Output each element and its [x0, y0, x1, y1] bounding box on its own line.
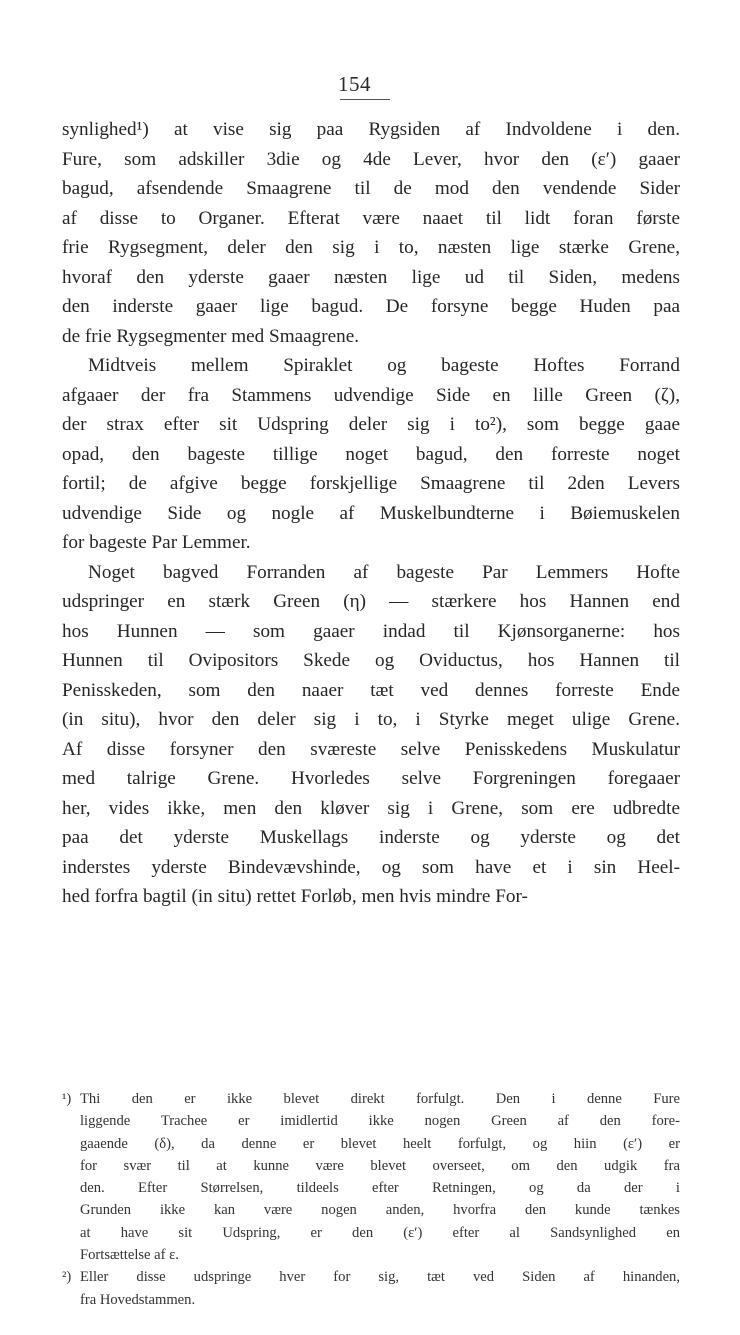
page-number-rule [340, 99, 390, 100]
body-text-line: Af disse forsyner den sværeste selve Penisskedens Muskulatur [62, 738, 680, 760]
body-text-line: Noget bagved Forranden af bageste Par Lemmers Hofte [88, 561, 680, 583]
footnote-marker: ²) [62, 1269, 72, 1286]
body-text-line: den inderste gaaer lige bagud. De forsyne begge Huden paa [62, 296, 680, 317]
body-text-line: bagud, afsendende Smaagrene til de mod den vendende Sider [62, 178, 680, 199]
footnote-line: Fortsættelse af ε. [80, 1247, 179, 1264]
body-text-line: Penisskeden, som den naaer tæt ved dennes forreste Ende [62, 679, 680, 701]
body-text-line: afgaaer der fra Stammens udvendige Side en lille Green (ζ), [62, 384, 680, 406]
body-text-line: Hunnen til Ovipositors Skede og Oviductus, hos Hannen til [62, 650, 680, 671]
footnote-line: den. Efter Størrelsen, tildeels efter Retningen, og da der i [80, 1180, 680, 1197]
footnote-line: liggende Trachee er imidlertid ikke nogen Green af den fore- [80, 1113, 680, 1130]
body-text-line: hed forfra bagtil (in situ) rettet Forløb, men hvis mindre For- [62, 886, 528, 907]
body-text-line: af disse to Organer. Efterat være naaet til lidt foran første [62, 207, 680, 229]
footnote-line [62, 1088, 680, 1110]
footnote-line: Grunden ikke kan være nogen anden, hvorfra den kunde tænkes [80, 1202, 680, 1219]
body-text-line: Midtveis mellem Spiraklet og bageste Hoftes Forrand [88, 355, 680, 376]
footnote-line [62, 1266, 680, 1288]
body-text-line: udvendige Side og nogle af Muskelbundterne i Bøiemuskelen [62, 502, 680, 524]
body-text-line: synlighed¹) at vise sig paa Rygsiden af Indvoldene i den. [62, 119, 680, 140]
body-text-line: for bageste Par Lemmer. [62, 532, 251, 553]
body-text-line: her, vides ikke, men den kløver sig i Grene, som ere udbredte [62, 797, 680, 819]
footnote-line: fra Hovedstammen. [80, 1291, 196, 1308]
body-text-line: der strax efter sit Udspring deler sig i to²), som begge gaae [62, 414, 680, 435]
footnote-line: for svær til at kunne være blevet overseet, om den udgik fra [80, 1157, 680, 1174]
body-text-line: med talrige Grene. Hvorledes selve Forgreningen foregaaer [62, 768, 680, 789]
page-number: 154 [338, 72, 371, 96]
body-text-line: fortil; de afgive begge forskjellige Smaagrene til 2den Levers [62, 473, 680, 494]
footnote-text: Eller disse udspringe hver for sig, tæt ved Siden af hinanden, [80, 1269, 680, 1286]
footnote-line: gaaende (δ), da denne er blevet heelt forfulgt, og hiin (ε′) er [80, 1135, 680, 1152]
footnotes [62, 1088, 680, 1311]
main-body-text [62, 115, 680, 912]
body-text-line: (in situ), hvor den deler sig i to, i Styrke meget ulige Grene. [62, 709, 680, 730]
body-text-line: de frie Rygsegmenter med Smaagrene. [62, 325, 360, 347]
body-text-line: opad, den bageste tillige noget bagud, den forreste noget [62, 443, 680, 465]
body-text-line: udspringer en stærk Green (η) — stærkere hos Hannen end [62, 591, 680, 612]
body-text-line: paa det yderste Muskellags inderste og yderste og det [62, 827, 680, 848]
footnote-marker: ¹) [62, 1091, 72, 1107]
body-text-line: hos Hunnen — som gaaer indad til Kjønsorganerne: hos [62, 620, 680, 642]
footnote-text: Thi den er ikke blevet direkt forfulgt. Den i denne Fure [80, 1091, 680, 1107]
body-text-line: frie Rygsegment, deler den sig i to, næsten lige stærke Grene, [62, 237, 680, 258]
body-text-line: inderstes yderste Bindevævshinde, og som have et i sin Heel- [62, 856, 680, 878]
body-text-line: hvoraf den yderste gaaer næsten lige ud til Siden, medens [62, 266, 680, 288]
body-text-line: Fure, som adskiller 3die og 4de Lever, hvor den (ε′) gaaer [62, 148, 680, 170]
footnote-line: at have sit Udspring, er den (ε′) efter al Sandsynlighed en [80, 1224, 680, 1241]
